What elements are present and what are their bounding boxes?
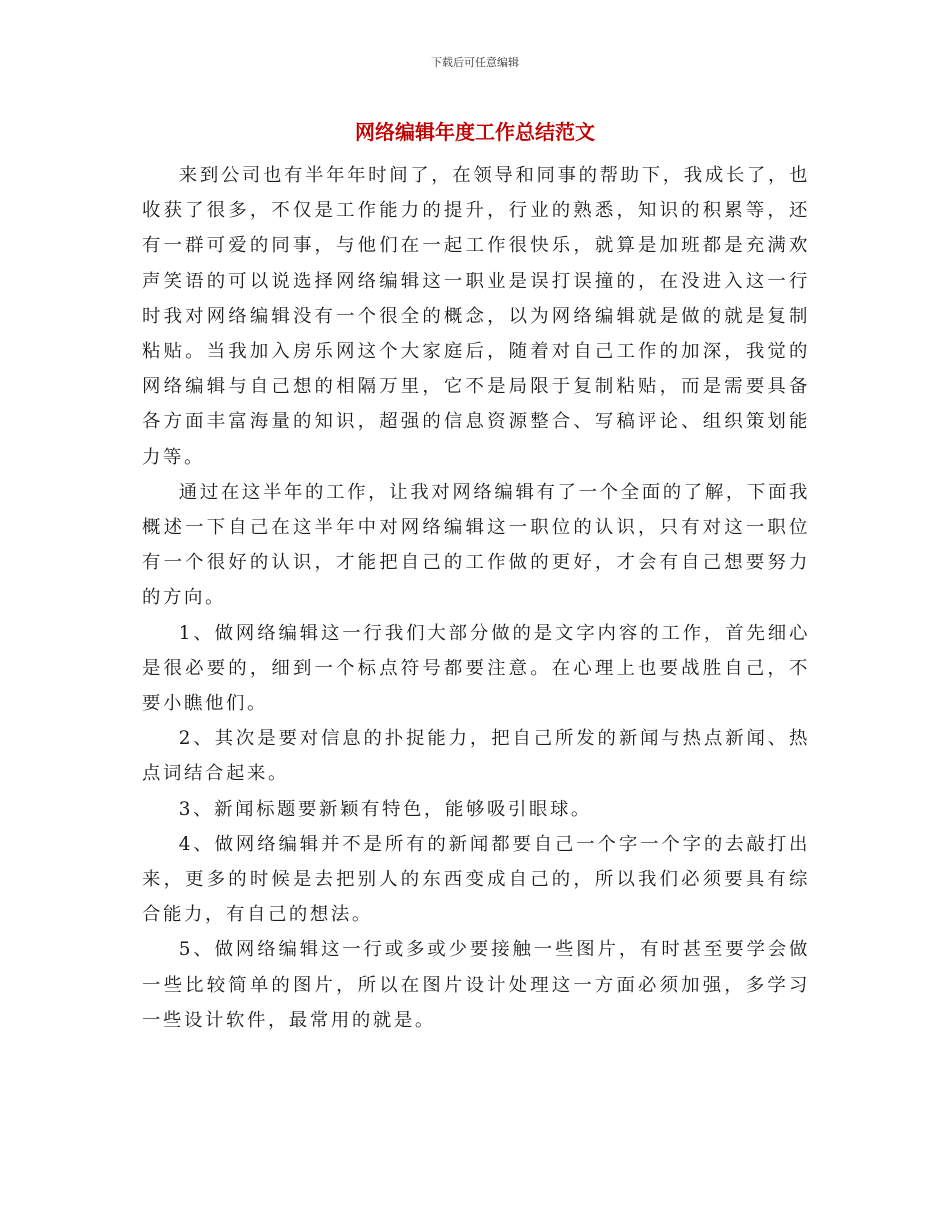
document-title: 网络编辑年度工作总结范文 xyxy=(355,120,595,144)
paragraph-item-3: 3、新闻标题要新颖有特色，能够吸引眼球。 xyxy=(178,798,592,820)
paragraph-intro: 来到公司也有半年年时间了，在领导和同事的帮助下，我成长了，也收获了很多，不仅是工作能力的提升，行业的熟悉，知识的积累等，还有一群可爱的同事，与他们在一起工作很快乐，就算是加班都是充满欢声笑语的可以说选择网络编辑这一职业是误打误撞的，在没进入这一行时我对网络编辑没有一个很全的概念，以为网络编辑就是做的就是复制粘贴。当我加入房乐网这个大家庭后，随着对自己工作的加深，我觉的网络编辑与自己想的相隔万里，它不是局限于复制粘贴，而是需要具备各方面丰富海量的知识，超强的信息资源整合、写稿评论、组织策划能力等。 xyxy=(142,165,810,468)
paragraph-item-1: 1、做网络编辑这一行我们大部分做的是文字内容的工作，首先细心是很必要的，细到一个标点符号都要注意。在心理上也要战胜自己，不要小瞧他们。 xyxy=(142,622,810,715)
paragraph-overview: 通过在这半年的工作，让我对网络编辑有了一个全面的了解，下面我概述一下自己在这半年中对网络编辑这一职位的认识，只有对这一职位有一个很好的认识，才能把自己的工作做的更好，才会有自己想要努力的方向。 xyxy=(142,481,810,609)
paragraph-item-2: 2、其次是要对信息的扑捉能力，把自己所发的新闻与热点新闻、热点词结合起来。 xyxy=(142,728,810,785)
document-body xyxy=(142,158,810,1038)
header-note: 下载后可任意编辑 xyxy=(431,56,519,69)
paragraph-item-5: 5、做网络编辑这一行或多或少要接触一些图片，有时甚至要学会做一些比较简单的图片，所以在图片设计处理这一方面必须加强，多学习一些设计软件，最常用的就是。 xyxy=(142,939,810,1031)
paragraph-item-4: 4、做网络编辑并不是所有的新闻都要自己一个字一个字的去敲打出来，更多的时候是去把别人的东西变成自己的，所以我们必须要具有综合能力，有自己的想法。 xyxy=(142,833,810,926)
